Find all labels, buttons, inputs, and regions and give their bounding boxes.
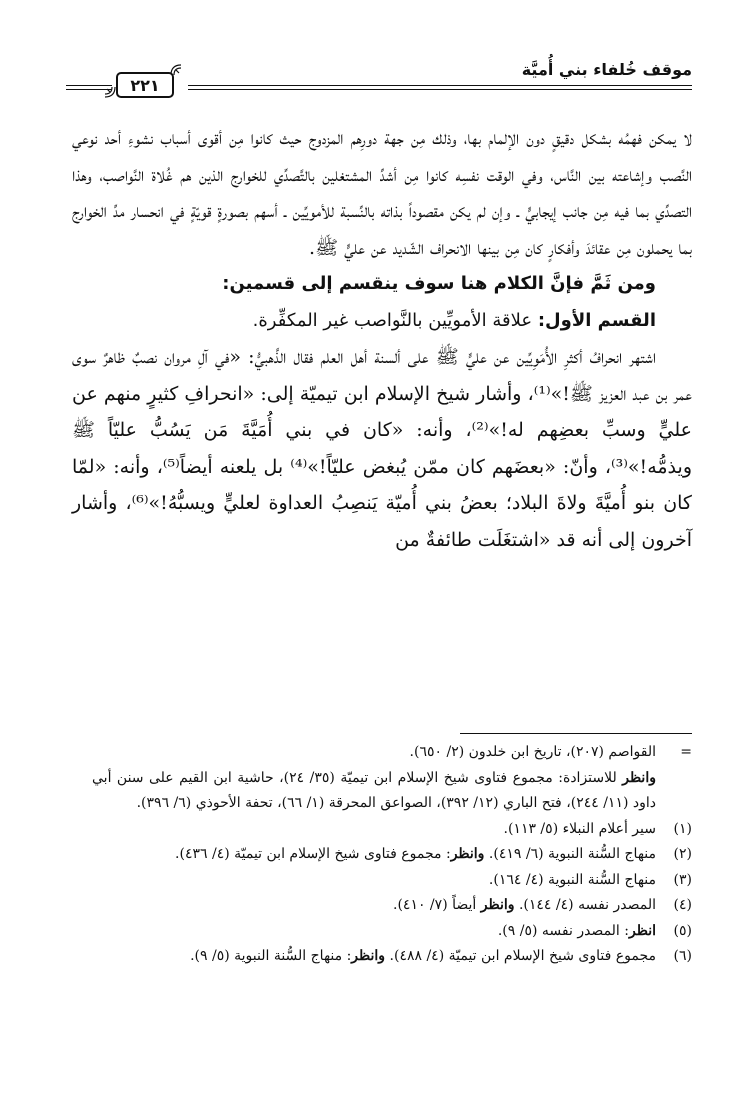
page-number: ٢٢١ xyxy=(116,72,174,98)
footnote-text: منهاج السُّنة النبوية (٦/ ٤١٩). وانظر: مجموع فتاوى شيخ الإسلام ابن تيميّة (٤/ ٤٣٦). xyxy=(175,846,656,862)
footnote-text: سير أعلام النبلاء (٥/ ١١٣). xyxy=(503,820,656,837)
section-intro-heading: ومن ثَمَّ فإنَّ الكلام هنا سوف ينقسم إلى قسمين: xyxy=(222,273,656,294)
page-number-frame xyxy=(102,64,182,98)
footnote xyxy=(92,919,692,945)
footnotes xyxy=(92,740,692,970)
footnote xyxy=(92,868,692,894)
section-label: القسم الأول: xyxy=(537,309,656,331)
main-text xyxy=(72,120,692,558)
footnote xyxy=(92,740,692,766)
footnote-number: = xyxy=(680,744,692,760)
footnote xyxy=(92,766,692,817)
footnote-number: (٦) xyxy=(673,948,692,964)
footnote-text: مجموع فتاوى شيخ الإسلام ابن تيميّة (٤/ ٤٨٨). وانظر: منهاج السُّنة النبوية (٥/ ٩). xyxy=(190,948,656,964)
running-header-title: موقف خُلفاء بني أُميَّة xyxy=(521,60,692,79)
footnote-number: (٣) xyxy=(673,871,692,888)
footnote xyxy=(92,893,692,919)
section-heading xyxy=(72,303,692,340)
footnote-number xyxy=(656,766,692,817)
paragraph-1: لا يمكن فهمُه بشكل دقيقٍ دون الإلمام بها، وذلك مِن جهة دورِهم المزدوج حيث كانوا مِن أقوى أسباب نشوءِ أحد نوعي النَّصب وإشاعته بين النَّاس، وفي الوقت نفسِه كانوا مِن أشدِّ المشتغلين بالتَّصدِّي للخوارج الذين هم غُلاة النَّواصب، وهذا التصدِّي بما فيه مِن جانب إيجابيٍّ ـ وإن لم يكن مقصوداً بذاته بالنِّسبة للأمويِّين ـ أسهم بصورةٍ قويّةٍ في انحسار مدِّ الخوارج بما يحملون مِن عقائدَ وأفكارٍ كان مِن بينها الانحراف الشّديد عن عليٍّ ﷺ. xyxy=(72,127,693,259)
footnote-separator xyxy=(460,733,692,734)
section-title: علاقة الأمويِّين بالنَّواصب غير المكفِّرة. xyxy=(252,309,538,331)
footnote-text: المصدر نفسه (٤/ ١٤٤). وانظر أيضاً (٧/ ٤١٠). xyxy=(393,897,656,913)
footnote-number: (٤) xyxy=(673,897,692,913)
footnote-text: انظر: المصدر نفسه (٥/ ٩). xyxy=(497,922,656,939)
header-rule xyxy=(188,89,692,90)
footnote-number: (١) xyxy=(673,820,692,837)
footnote xyxy=(92,944,692,970)
footnote-text: وانظر للاستزادة: مجموع فتاوى شيخ الإسلام ابن تيميّة (٣٥/ ٢٤)، حاشية ابن القيم على سنن أبي داود (١١/ ٢٤٤)، فتح الباري (١٢/ ٣٩٢)، الصواعق المحرقة (١/ ٦٦)، تحفة الأحوذي (٦/ ٣٩٦). xyxy=(92,769,656,811)
footnote-number: (٢) xyxy=(673,846,692,862)
footnote xyxy=(92,842,692,868)
footnote-text: منهاج السُّنة النبوية (٤/ ١٦٤). xyxy=(488,871,656,888)
footnote xyxy=(92,817,692,843)
ornament-icon xyxy=(104,86,116,98)
paragraph-2: اشتهر انحرافُ أكثرِ الأُمَوِيِّين عن عليٍّ ﷺ على ألسنة أهل العلم فقال الذَّهبيُّ: «في آلِ مروان نصبٌ ظاهرٌ سوى عمر بن عبد العزيز ﷺ!»⁽¹⁾، وأشار شيخ الإسلام ابن تيميّة إلى: «انحرافِ كثيرٍ منهم عن عليٍّ وسبِّ بعضِهم له!»⁽²⁾، وأنه: «كان في بني أُمَيَّةَ مَن يَسُبُّ عليّاً ﷺ ويذمُّه!»⁽³⁾، وأنّ: «بعضَهم كان ممّن يُبغض عليّاً!»⁽⁴⁾ بل يلعنه أيضاً⁽⁵⁾، وأنه: «لمّا كان بنو أُميَّةَ ولاةَ البلاد؛ بعضُ بني أُميّة يَنصِبُ العداوة لعليٍّ ويسبُّهُ!»⁽⁶⁾، وأشار آخرون إلى أنه قد «اشتغَلَت طائفةٌ من xyxy=(72,346,693,551)
header-rule xyxy=(188,85,692,86)
footnote-number: (٥) xyxy=(673,922,692,939)
footnote-text: القواصم (٢٠٧)، تاريخ ابن خلدون (٢/ ٦٥٠). xyxy=(409,744,656,760)
